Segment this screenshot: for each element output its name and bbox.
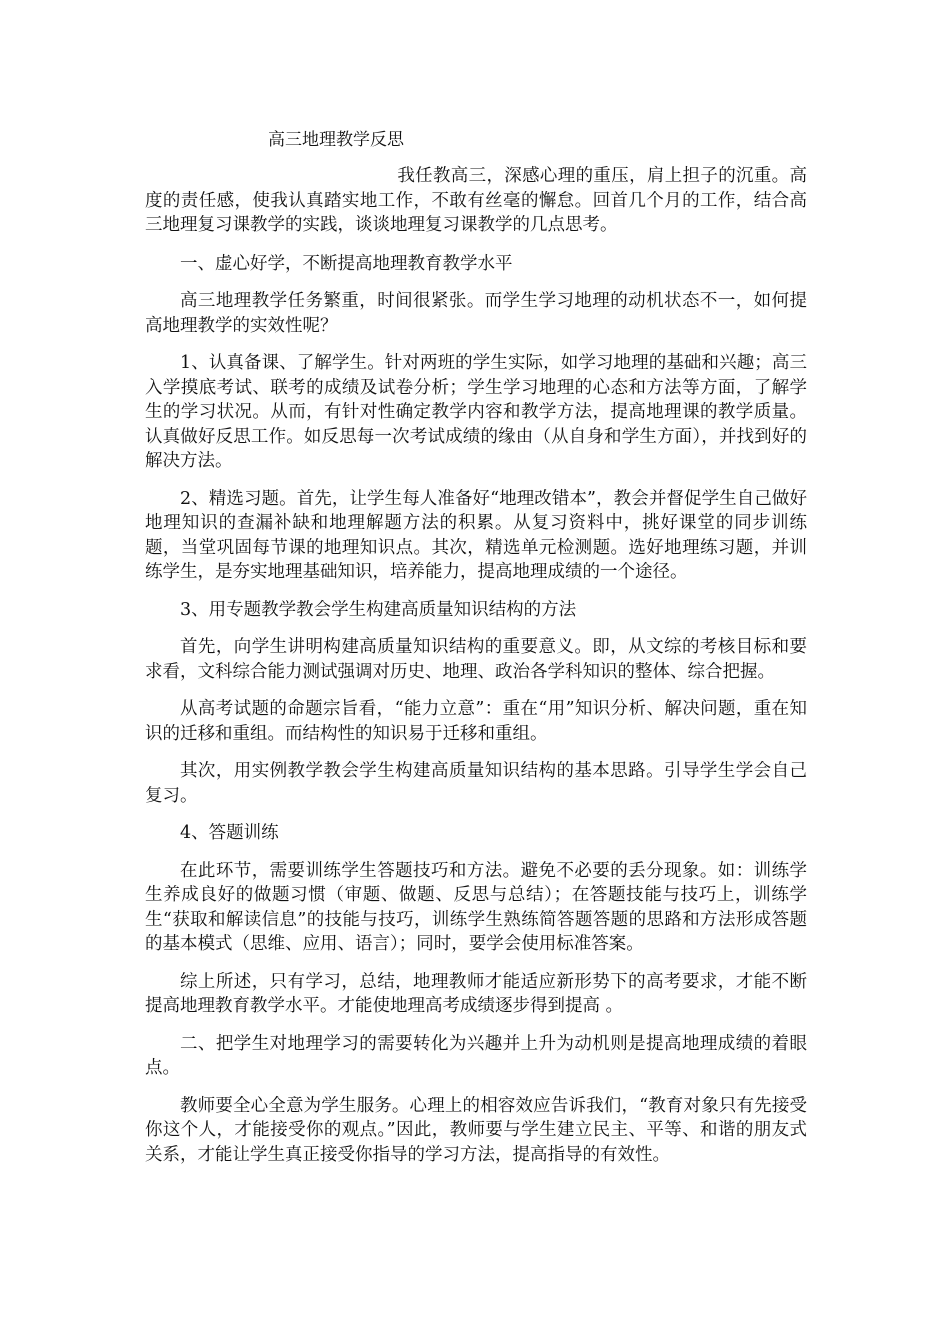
paragraph: 综上所述，只有学习，总结，地理教师才能适应新形势下的高考要求，才能不断提高地理教育教学水平。才能使地理高考成绩逐步得到提高 。 xyxy=(145,971,807,1016)
intro-text-part2: 高度的责任感，使我认真踏实地工作，不敢有丝毫的懈怠。回首几个月的工作，结合高三地理复习课教学的实践，谈谈地理复习课教学的几点思考。 xyxy=(145,166,807,235)
paragraph: 首先，向学生讲明构建高质量知识结构的重要意义。即，从文综的考核目标和要求看，文科综合能力测试强调对历史、地理、政治各学科知识的整体、综合把握。 xyxy=(145,637,807,682)
paragraph: 高三地理教学任务繁重，时间很紧张。而学生学习地理的动机状态不一，如何提高地理教学的实效性呢？ xyxy=(145,291,807,336)
document-body xyxy=(145,164,807,1180)
section-heading-1: 一、虚心好学，不断提高地理教育教学水平 xyxy=(180,253,513,274)
paragraph: 1、认真备课、了解学生。针对两班的学生实际，如学习地理的基础和兴趣；高三入学摸底考试、联考的成绩及试卷分析；学生学习地理的心态和方法等方面，了解学生的学习状况。从而，有针对性确定教学内容和教学方法，提高地理课的教学质量。认真做好反思工作。如反思每一次考试成绩的缘由（从自身和学生方面），并找到好的解决方法。 xyxy=(145,353,807,471)
paragraph: 2、精选习题。首先，让学生每人准备好“地理改错本”，教会并督促学生自己做好地理知识的查漏补缺和地理解题方法的积累。从复习资料中，挑好课堂的同步训练题，当堂巩固每节课的地理知识点。其次，精选单元检测题。选好地理练习题，并训练学生，是夯实地理基础知识，培养能力，提高地理成绩的一个途径。 xyxy=(145,488,807,582)
section-heading-2: 二、把学生对地理学习的需要转化为兴趣并上升为动机则是提高地理成绩的着眼点。 xyxy=(145,1033,807,1078)
intro-paragraph xyxy=(145,164,807,238)
paragraph: 教师要全心全意为学生服务。心理上的相容效应告诉我们，“教育对象只有先接受你这个人，才能接受你的观点。”因此，教师要与学生建立民主、平等、和谐的朋友式关系，才能让学生真正接受你指导的学习方法，提高指导的有效性。 xyxy=(145,1095,807,1165)
document-title: 高三地理教学反思 xyxy=(268,130,404,150)
paragraph: 其次，用实例教学教会学生构建高质量知识结构的基本思路。引导学生学会自己复习。 xyxy=(145,761,807,806)
paragraph: 从高考试题的命题宗旨看，“能力立意”：重在“用”知识分析、解决问题，重在知识的迁移和重组。而结构性的知识易于迁移和重组。 xyxy=(145,699,807,744)
sub-heading-3: 3、用专题教学教会学生构建高质量知识结构的方法 xyxy=(180,599,577,620)
intro-text-part1: 我任教高三，深感心理的重压，肩上担子的沉重。 xyxy=(397,166,790,186)
sub-heading-4: 4、答题训练 xyxy=(180,823,279,843)
paragraph: 在此环节，需要训练学生答题技巧和方法。避免不必要的丢分现象。如：训练学生养成良好的做题习惯（审题、做题、反思与总结）；在答题技能与技巧上，训练学生“获取和解读信息”的技能与技巧，训练学生熟练简答题答题的思路和方法形成答题的基本模式（思维、应用、语言）；同时，要学会使用标准答案。 xyxy=(145,860,807,954)
